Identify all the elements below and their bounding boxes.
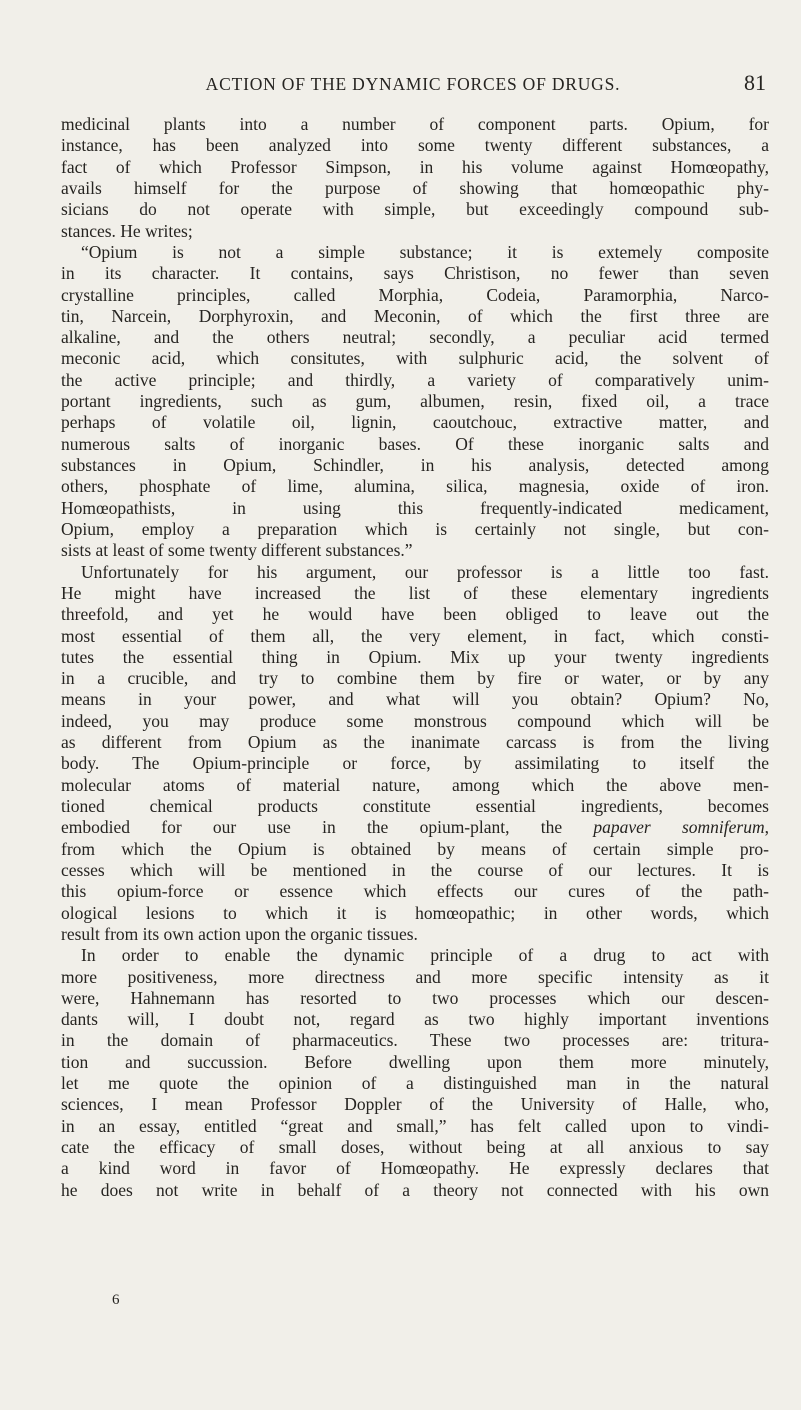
text-line: He might have increased the list of these elementary ingredients [61, 582, 769, 603]
text-line: medicinal plants into a number of component parts. Opium, for [61, 114, 769, 134]
text-line: stances. He writes; [61, 220, 193, 241]
signature-mark: 6 [112, 1292, 120, 1308]
text-line: meconic acid, which consitutes, with sulphuric acid, the solvent of [61, 348, 769, 369]
text-line: “Opium is not a simple substance; it is extemely composite [81, 241, 769, 262]
text-line: in the domain of pharmaceutics. These two processes are: tritura- [61, 1030, 769, 1051]
text-line: means in your power, and what will you obtain? Opium? No, [61, 689, 769, 710]
text-line: ological lesions to which it is homœopathic; in other words, which [61, 902, 769, 923]
text-line: he does not write in behalf of a theory not connected with his own [61, 1179, 769, 1200]
text-line: most essential of them all, the very element, in fact, which consti- [61, 625, 769, 646]
text-line: more positiveness, more directness and more specific intensity as it [61, 966, 769, 987]
text-line: sciences, I mean Professor Doppler of the University of Halle, who, [61, 1094, 769, 1115]
text-line: substances in Opium, Schindler, in his analysis, detected among [61, 455, 769, 475]
text-line: were, Hahnemann has resorted to two processes which our descen- [61, 987, 769, 1008]
text-line: instance, has been analyzed into some twenty different substances, a [61, 135, 769, 156]
text-line: tioned chemical products constitute essential ingredients, becomes [61, 796, 769, 816]
text-line: dants will, I doubt not, regard as two highly important inventions [61, 1009, 769, 1030]
text-line: alkaline, and the others neutral; secondly, a peculiar acid termed [61, 327, 769, 348]
text-line: in an essay, entitled “great and small,” has felt called upon to vindi- [61, 1115, 769, 1136]
text-line: avails himself for the purpose of showing that homœopathic phy- [61, 177, 769, 198]
text-line: tin, Narcein, Dorphyroxin, and Meconin, of which the first three are [61, 305, 769, 326]
text-line: fact of which Professor Simpson, in his volume against Homœopathy, [61, 156, 769, 177]
text-line: numerous salts of inorganic bases. Of these inorganic salts and [61, 433, 769, 454]
text-line: sists at least of some twenty different substances.” [61, 540, 413, 561]
text-line: threefold, and yet he would have been obliged to leave out the [61, 604, 769, 625]
text-line: molecular atoms of material nature, among which the above men- [61, 774, 769, 795]
text-line: the active principle; and thirdly, a variety of comparatively unim- [61, 369, 769, 390]
text-line: a kind word in favor of Homœopathy. He expressly declares that [61, 1158, 769, 1179]
text-line: perhaps of volatile oil, lignin, caoutchouc, extractive matter, and [61, 412, 769, 433]
text-line: cate the efficacy of small doses, without being at all anxious to say [61, 1137, 769, 1157]
page-number: 81 [744, 70, 766, 95]
text-line: Opium, employ a preparation which is certainly not single, but con- [61, 518, 769, 539]
italic-term: papaver somniferum [593, 817, 765, 838]
running-head [60, 72, 766, 96]
text-line: result from its own action upon the organic tissues. [61, 923, 418, 944]
text-line: as different from Opium as the inanimate carcass is from the living [61, 732, 769, 753]
text-line: tion and succussion. Before dwelling upon them more minutely, [61, 1051, 769, 1072]
text-line: in a crucible, and try to combine them by fire or water, or by any [61, 668, 769, 689]
text-line: Homœopathists, in using this frequently-indicated medicament, [61, 497, 769, 518]
text-line: body. The Opium-principle or force, by assimilating to itself the [61, 753, 769, 774]
text-line: sicians do not operate with simple, but exceedingly compound sub- [61, 199, 769, 220]
text-line: tutes the essential thing in Opium. Mix up your twenty ingredients [61, 646, 769, 667]
text-line: cesses which will be mentioned in the course of our lectures. It is [61, 859, 769, 880]
text-line: embodied for our use in the opium-plant, the papaver somniferum, [61, 817, 769, 838]
body-text [61, 114, 769, 1201]
text-line: portant ingredients, such as gum, albumen, resin, fixed oil, a trace [61, 391, 769, 412]
running-title: ACTION OF THE DYNAMIC FORCES OF DRUGS. [205, 74, 621, 94]
text-line: this opium-force or essence which effects our cures of the path- [61, 881, 769, 902]
text-line: let me quote the opinion of a distinguished man in the natural [61, 1073, 769, 1094]
text-line: others, phosphate of lime, alumina, silica, magnesia, oxide of iron. [61, 476, 769, 497]
text-line: crystalline principles, called Morphia, Codeia, Paramorphia, Narco- [61, 284, 769, 305]
text-line: In order to enable the dynamic principle of a drug to act with [81, 945, 769, 966]
text-line: indeed, you may produce some monstrous compound which will be [61, 710, 769, 731]
text-line: from which the Opium is obtained by means of certain simple pro- [61, 838, 769, 859]
text-line: Unfortunately for his argument, our professor is a little too fast. [81, 561, 769, 582]
text-line: in its character. It contains, says Christison, no fewer than seven [61, 263, 769, 284]
